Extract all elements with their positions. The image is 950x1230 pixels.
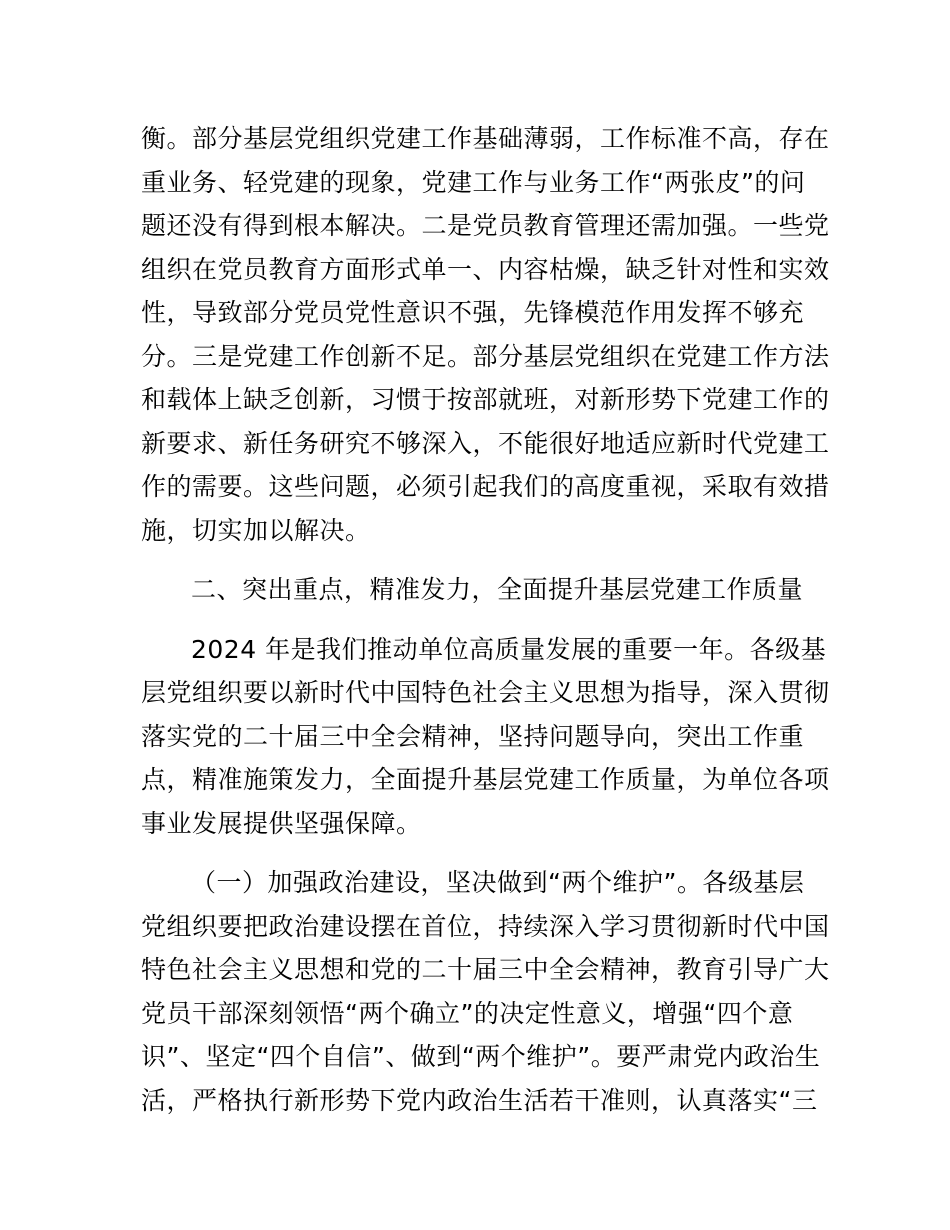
- text-line: [141, 291, 811, 335]
- text-line: [141, 161, 811, 205]
- text-line: [141, 861, 811, 905]
- line-text: 党员干部深刻领悟“两个确立”的决定性意义，增强“四个意: [141, 998, 794, 1028]
- text-line: [141, 715, 811, 759]
- line-text: 识”、坚定“四个自信”、做到“两个维护”。要严肃党内政治生: [141, 1042, 821, 1071]
- line-text: 事业发展提供坚强保障。: [141, 808, 422, 838]
- text-line: [141, 1079, 818, 1123]
- text-line: [141, 204, 830, 248]
- text-line: [141, 465, 830, 509]
- text-line: [141, 509, 811, 553]
- text-line: [141, 758, 830, 802]
- line-text: 性，导致部分党员党性意识不强，先锋模范作用发挥不够充: [141, 298, 805, 327]
- line-text: （一）加强政治建设，坚决做到“两个维护”。各级基层: [191, 868, 805, 897]
- paragraph-1: [141, 117, 830, 552]
- line-text: 重业务、轻党建的现象，党建工作与业务工作“两张皮”的问: [141, 167, 806, 197]
- text-line: [141, 1035, 821, 1079]
- paragraph-gap: [141, 845, 811, 861]
- section-heading: [141, 568, 811, 612]
- line-text: 分。三是党建工作创新不足。部分基层党组织在党建工作方法: [141, 341, 830, 371]
- section-heading-text: 二、突出重点，精准发力，全面提升基层党建工作质量: [191, 575, 804, 604]
- line-text: 作的需要。这些问题，必须引起我们的高度重视，采取有效措: [141, 472, 830, 501]
- text-line: [141, 378, 830, 422]
- line-text: 衡。部分基层党组织党建工作基础薄弱，工作标准不高，存在: [141, 124, 830, 153]
- line-text: 特色社会主义思想和党的二十届三中全会精神，教育引导广大: [141, 955, 830, 984]
- line-text: 党组织要把政治建设摆在首位，持续深入学习贯彻新时代中国: [141, 911, 830, 941]
- text-line: [141, 948, 830, 992]
- line-text: 2024 年是我们推动单位高质量发展的重要一年。各级基: [191, 634, 827, 664]
- line-text: 组织在党员教育方面形式单一、内容枯燥，缺乏针对性和实效: [141, 254, 830, 284]
- line-text: 活，严格执行新形势下党内政治生活若干准则，认真落实“三: [141, 1085, 818, 1115]
- paragraph-2: [141, 628, 830, 846]
- paragraph-gap: [141, 612, 811, 628]
- paragraph-3: [141, 861, 830, 1122]
- text-line: [141, 248, 830, 292]
- line-text: 题还没有得到根本解决。二是党员教育管理还需加强。一些党: [141, 211, 830, 240]
- paragraph-gap: [141, 552, 811, 568]
- text-line: [141, 422, 830, 466]
- text-line: [141, 671, 830, 715]
- text-line: [141, 117, 830, 161]
- text-line: [141, 628, 827, 672]
- line-text: 落实党的二十届三中全会精神，坚持问题导向，突出工作重: [141, 721, 805, 751]
- line-text: 和载体上缺乏创新，习惯于按部就班，对新形势下党建工作的: [141, 385, 830, 414]
- line-text: 层党组织要以新时代中国特色社会主义思想为指导，深入贯彻: [141, 678, 830, 707]
- line-text: 新要求、新任务研究不够深入，不能很好地适应新时代党建工: [141, 428, 830, 458]
- text-line: [141, 905, 830, 949]
- line-text: 点，精准施策发力，全面提升基层党建工作质量，为单位各项: [141, 765, 830, 794]
- text-line: [141, 335, 830, 379]
- text-line: [141, 802, 811, 846]
- line-text: 施，切实加以解决。: [141, 515, 371, 545]
- document-body: [141, 117, 830, 1122]
- text-line: [141, 992, 811, 1036]
